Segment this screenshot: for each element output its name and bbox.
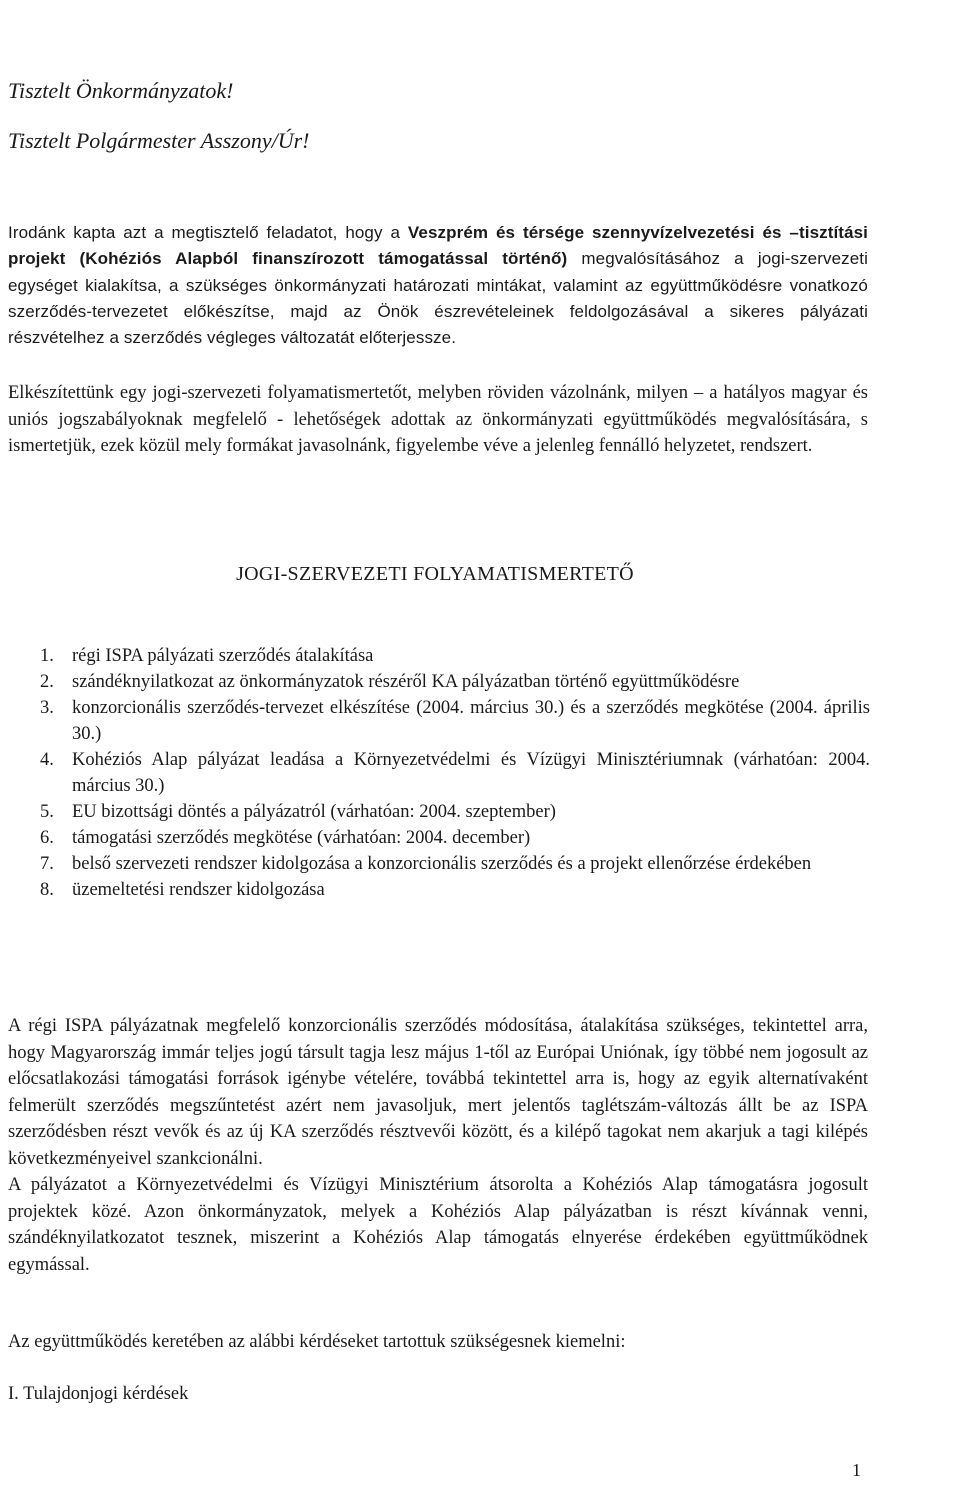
step-number: 8. bbox=[40, 880, 54, 900]
subsection-heading: I. Tulajdonjogi kérdések bbox=[8, 1384, 189, 1404]
list-item bbox=[40, 799, 870, 825]
step-text: konzorcionális szerződés-tervezet elkészítése (2004. március 30.) és a szerződés megkötése (2004. április 30.) bbox=[72, 698, 870, 744]
list-item bbox=[40, 747, 870, 799]
ispa-paragraph: A régi ISPA pályázatnak megfelelő konzorcionális szerződés módosítása, átalakítása szükséges, tekintettel arra, hogy Magyarország immár teljes jogú társult tagja lesz május 1-től az Európai Uniónak, így többé nem jogosult az előcsatlakozási támogatási források igénybe vételére, továbbá tekintettel arra is, hogy az egyik alternatívaként felmerült szerződés megszűntetést azért nem javasoljuk, mert jelentős taglétszám-változás állt be az ISPA szerződésben részt vevők és az új KA szerződés résztvevői között, és a kilépő tagokat nem akarjuk a tagi kilépés következményeivel szankcionálni. bbox=[8, 1016, 868, 1169]
section-title: JOGI-SZERVEZETI FOLYAMATISMERTETŐ bbox=[236, 563, 634, 585]
intro-text-end: megvalósításához a jogi-szervezeti egységet kialakítsa, a szükséges önkormányzati határozati mintákat, valamint az együttműködésre vonatkozó szerződés-tervezetet előkészítse, majd az Önök észrevételeinek feldolgozásával a sikeres pályázati részvételhez a szerződés végleges változatát előterjessze. bbox=[8, 249, 868, 348]
step-text: támogatási szerződés megkötése (várhatóan: 2004. december) bbox=[72, 828, 531, 848]
salutation-line-1: Tisztelt Önkormányzatok! bbox=[8, 78, 234, 103]
step-number: 3. bbox=[40, 698, 54, 718]
step-number: 7. bbox=[40, 854, 54, 874]
step-text: Kohéziós Alap pályázat leadása a Környezetvédelmi és Vízügyi Minisztériumnak (várhatóan: 2004. március 30.) bbox=[72, 750, 870, 796]
step-number: 6. bbox=[40, 828, 54, 848]
overview-paragraph: Elkészítettünk egy jogi-szervezeti folyamatismertetőt, melyben röviden vázolnánk, milyen – a hatályos magyar és uniós jogszabályoknak megfelelő - lehetőségek adottak az önkormányzati együttműködés megvalósítására, s ismertetjük, ezek közül mely formákat javasolnánk, figyelembe véve a jelenleg fennálló helyzetet, rendszert. bbox=[8, 383, 868, 456]
project-name: Veszprém és térsége szennyvízelvezetési és –tisztítási projekt (Kohéziós Alapból finanszírozott támogatással történő) bbox=[8, 223, 868, 269]
step-number: 1. bbox=[40, 646, 54, 666]
step-number: 5. bbox=[40, 802, 54, 822]
cooperation-paragraph: Az együttműködés keretében az alábbi kérdéseket tartottuk szükségesnek kiemelni: bbox=[8, 1332, 626, 1352]
step-number: 4. bbox=[40, 750, 54, 770]
page-number: 1 bbox=[852, 1460, 861, 1480]
cohesion-fund-paragraph: A pályázatot a Környezetvédelmi és Vízügyi Minisztérium átsorolta a Kohéziós Alap támogatásra jogosult projektek közé. Azon önkormányzatok, melyek a Kohéziós Alap pályázatban is részt kívánnak venni, szándéknyilatkozatot tesznek, miszerint a Kohéziós Alap támogatás elnyerése érdekében együttműködnek egymással. bbox=[8, 1175, 868, 1275]
salutation-line-2: Tisztelt Polgármester Asszony/Úr! bbox=[8, 128, 310, 153]
step-number: 2. bbox=[40, 672, 54, 692]
step-text: szándéknyilatkozat az önkormányzatok részéről KA pályázatban történő együttműködésre bbox=[72, 672, 740, 692]
step-text: EU bizottsági döntés a pályázatról (várhatóan: 2004. szeptember) bbox=[72, 802, 556, 822]
list-item bbox=[40, 877, 870, 903]
process-steps-list bbox=[40, 643, 870, 903]
list-item bbox=[40, 851, 870, 877]
list-item bbox=[40, 669, 870, 695]
list-item bbox=[40, 643, 870, 669]
step-text: régi ISPA pályázati szerződés átalakítása bbox=[72, 646, 374, 666]
list-item bbox=[40, 825, 870, 851]
step-text: üzemeltetési rendszer kidolgozása bbox=[72, 880, 325, 900]
list-item bbox=[40, 695, 870, 747]
explanation-section bbox=[8, 1013, 868, 1278]
intro-paragraph bbox=[8, 220, 868, 351]
step-text: belső szervezeti rendszer kidolgozása a konzorcionális szerződés és a projekt ellenőrzése érdekében bbox=[72, 854, 812, 874]
intro-text-start: Irodánk kapta azt a megtisztelő feladatot, hogy a bbox=[8, 223, 408, 242]
